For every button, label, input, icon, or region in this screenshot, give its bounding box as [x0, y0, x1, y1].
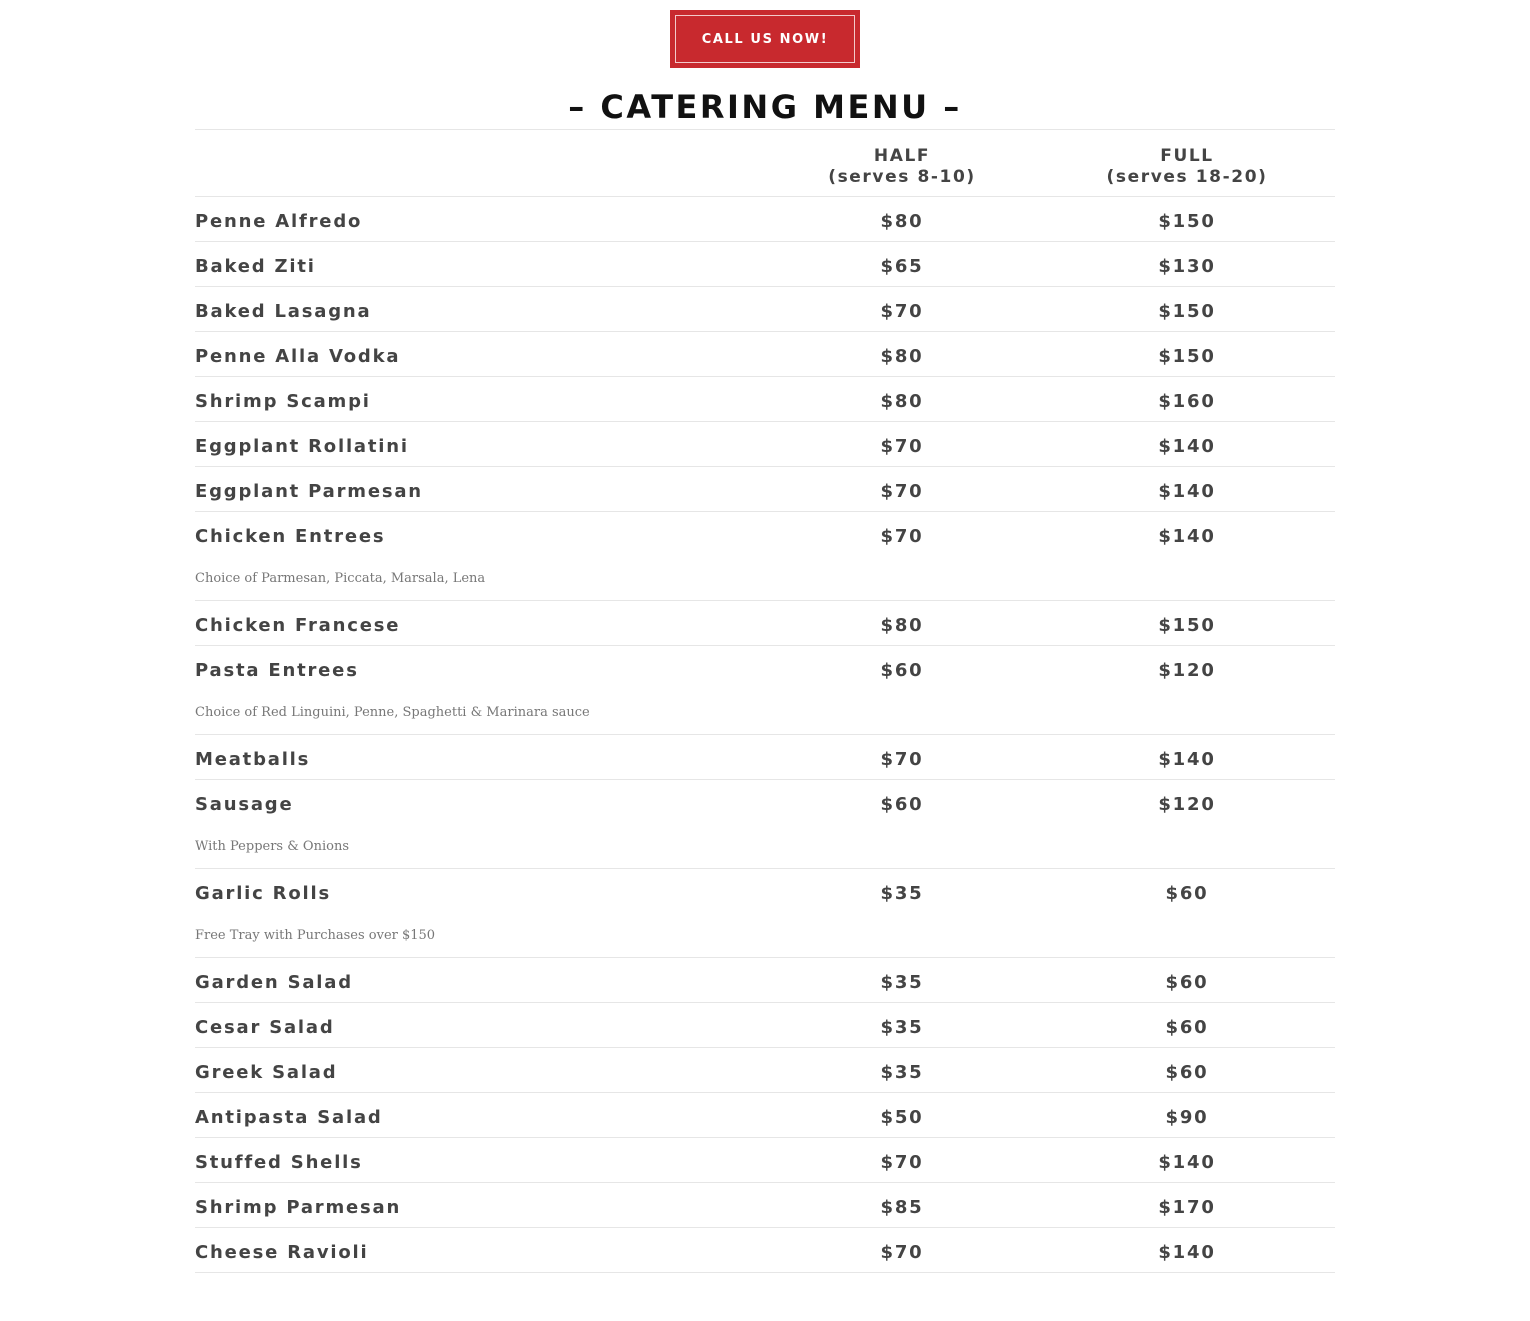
half-price: $35 — [880, 1017, 924, 1038]
menu-row-main — [195, 780, 1335, 824]
item-note-row — [195, 824, 1335, 868]
menu-row — [195, 332, 1335, 377]
half-column-header — [782, 146, 1022, 188]
item-note-row — [195, 556, 1335, 600]
item-note: With Peppers & Onions — [195, 839, 349, 854]
full-price: $60 — [1165, 883, 1209, 904]
menu-row-main — [195, 197, 1335, 241]
full-price: $140 — [1158, 749, 1216, 770]
half-price: $80 — [880, 346, 924, 367]
half-price: $70 — [880, 1242, 924, 1263]
menu-row-main — [195, 735, 1335, 779]
item-name: Eggplant Rollatini — [195, 436, 409, 457]
full-price: $160 — [1158, 391, 1216, 412]
menu-row — [195, 377, 1335, 422]
item-name: Baked Lasagna — [195, 301, 372, 322]
half-price: $70 — [880, 749, 924, 770]
full-price: $60 — [1165, 1062, 1209, 1083]
half-price: $50 — [880, 1107, 924, 1128]
item-name: Greek Salad — [195, 1062, 338, 1083]
half-price: $85 — [880, 1197, 924, 1218]
menu-row-main — [195, 512, 1335, 556]
menu-row-main — [195, 1093, 1335, 1137]
menu-row — [195, 242, 1335, 287]
item-name: Garden Salad — [195, 972, 353, 993]
menu-row-main — [195, 287, 1335, 331]
menu-row-main — [195, 1138, 1335, 1182]
menu-row — [195, 512, 1335, 601]
menu-row — [195, 422, 1335, 467]
menu-row — [195, 601, 1335, 646]
item-name: Meatballs — [195, 749, 311, 770]
menu-row-main — [195, 1048, 1335, 1092]
half-price: $70 — [880, 526, 924, 547]
full-price: $90 — [1165, 1107, 1209, 1128]
item-name: Garlic Rolls — [195, 883, 331, 904]
full-price: $60 — [1165, 1017, 1209, 1038]
full-price: $140 — [1158, 526, 1216, 547]
menu-row-main — [195, 646, 1335, 690]
menu-row — [195, 1138, 1335, 1183]
menu-row-main — [195, 1228, 1335, 1272]
menu-row — [195, 735, 1335, 780]
menu-row — [195, 1003, 1335, 1048]
menu-row-main — [195, 422, 1335, 466]
half-price: $65 — [880, 256, 924, 277]
half-price: $70 — [880, 1152, 924, 1173]
half-price: $35 — [880, 883, 924, 904]
full-label: FULL — [1160, 146, 1214, 166]
menu-row — [195, 197, 1335, 242]
half-price: $35 — [880, 972, 924, 993]
half-price: $60 — [880, 794, 924, 815]
item-note-row — [195, 690, 1335, 734]
item-name: Sausage — [195, 794, 294, 815]
menu-row — [195, 958, 1335, 1003]
full-price: $150 — [1158, 346, 1216, 367]
full-price: $140 — [1158, 1152, 1216, 1173]
full-serves: (serves 18-20) — [1106, 167, 1268, 187]
menu-rows — [195, 197, 1335, 1273]
half-price: $60 — [880, 660, 924, 681]
menu-row — [195, 780, 1335, 869]
menu-row — [195, 646, 1335, 735]
item-name: Cheese Ravioli — [195, 1242, 369, 1263]
full-price: $140 — [1158, 436, 1216, 457]
menu-row — [195, 1048, 1335, 1093]
menu-row — [195, 287, 1335, 332]
full-price: $170 — [1158, 1197, 1216, 1218]
half-serves: (serves 8-10) — [828, 167, 976, 187]
item-name: Cesar Salad — [195, 1017, 335, 1038]
full-column-header — [1067, 146, 1307, 188]
half-price: $80 — [880, 391, 924, 412]
full-price: $140 — [1158, 481, 1216, 502]
menu-row — [195, 1093, 1335, 1138]
menu-row-main — [195, 467, 1335, 511]
menu-row-main — [195, 869, 1335, 913]
full-price: $140 — [1158, 1242, 1216, 1263]
menu-header-row — [195, 130, 1335, 197]
item-note: Choice of Red Linguini, Penne, Spaghetti & Marinara sauce — [195, 705, 590, 720]
item-name: Shrimp Scampi — [195, 391, 371, 412]
menu-row-main — [195, 242, 1335, 286]
half-price: $80 — [880, 615, 924, 636]
item-name: Chicken Entrees — [195, 526, 386, 547]
item-name: Stuffed Shells — [195, 1152, 363, 1173]
call-us-button-label[interactable]: CALL US NOW! — [675, 15, 855, 63]
full-price: $60 — [1165, 972, 1209, 993]
menu-row-main — [195, 332, 1335, 376]
menu-row-main — [195, 1183, 1335, 1227]
item-name: Antipasta Salad — [195, 1107, 383, 1128]
item-name: Penne Alla Vodka — [195, 346, 401, 367]
menu-row — [195, 869, 1335, 958]
half-price: $70 — [880, 301, 924, 322]
item-name: Baked Ziti — [195, 256, 316, 277]
menu-row — [195, 467, 1335, 512]
menu-row — [195, 1228, 1335, 1273]
menu-row-main — [195, 958, 1335, 1002]
catering-menu-table — [195, 129, 1335, 1273]
item-name: Pasta Entrees — [195, 660, 359, 681]
menu-row — [195, 1183, 1335, 1228]
half-label: HALF — [873, 146, 931, 166]
item-note: Choice of Parmesan, Piccata, Marsala, Lena — [195, 571, 486, 586]
item-name: Chicken Francese — [195, 615, 401, 636]
half-price: $80 — [880, 211, 924, 232]
item-name: Shrimp Parmesan — [195, 1197, 402, 1218]
menu-row-main — [195, 601, 1335, 645]
half-price: $70 — [880, 481, 924, 502]
menu-row-main — [195, 377, 1335, 421]
page-title: – CATERING MENU – — [568, 88, 962, 126]
item-name: Penne Alfredo — [195, 211, 363, 232]
full-price: $150 — [1158, 211, 1216, 232]
menu-row-main — [195, 1003, 1335, 1047]
full-price: $150 — [1158, 615, 1216, 636]
item-name: Eggplant Parmesan — [195, 481, 423, 502]
item-note-row — [195, 913, 1335, 957]
half-price: $70 — [880, 436, 924, 457]
item-note: Free Tray with Purchases over $150 — [195, 928, 436, 943]
full-price: $150 — [1158, 301, 1216, 322]
call-us-button[interactable] — [670, 10, 860, 68]
half-price: $35 — [880, 1062, 924, 1083]
full-price: $120 — [1158, 660, 1216, 681]
full-price: $130 — [1158, 256, 1216, 277]
full-price: $120 — [1158, 794, 1216, 815]
